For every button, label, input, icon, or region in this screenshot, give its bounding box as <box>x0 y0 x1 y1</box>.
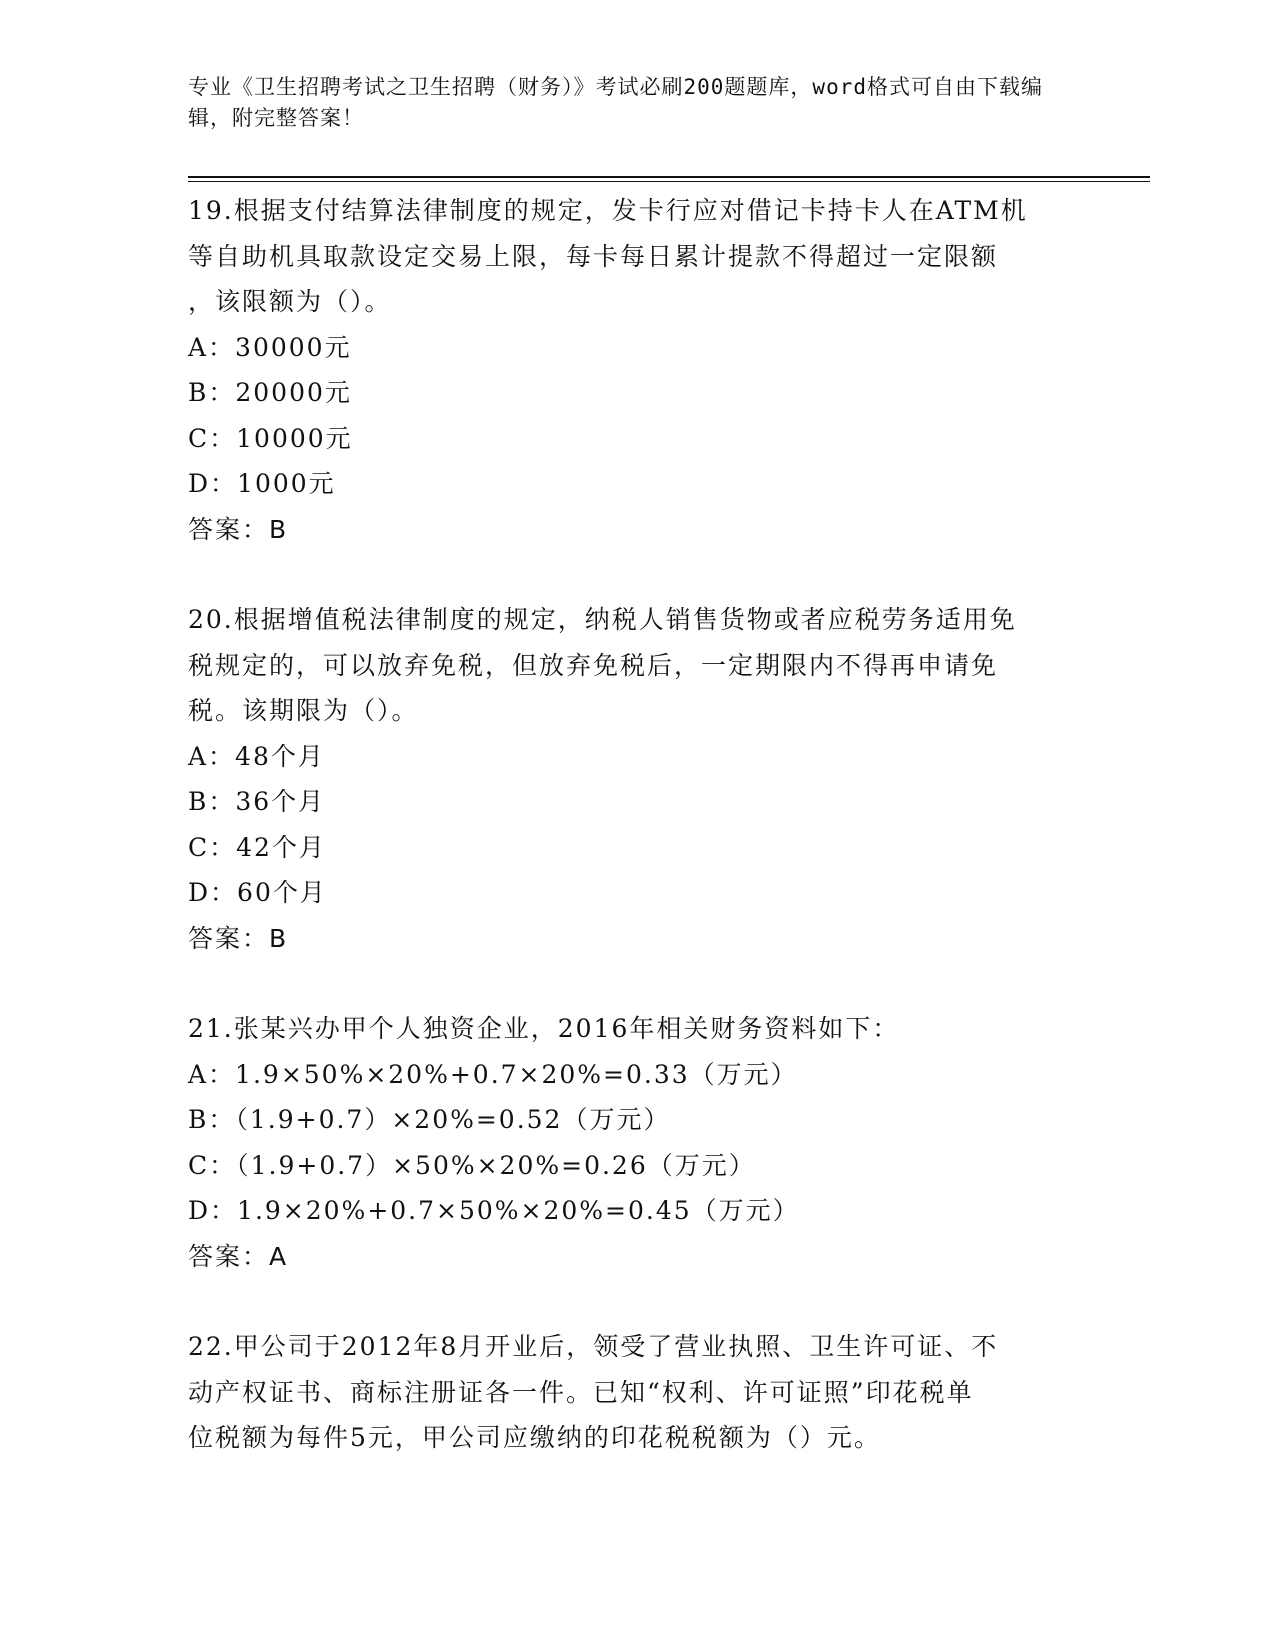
answer: 答案：A <box>188 1241 289 1271</box>
option-c: C：42个月 <box>188 832 326 862</box>
question-stem-line: 21.张某兴办甲个人独资企业，2016年相关财务资料如下： <box>188 1014 900 1043</box>
option-d: D：1000元 <box>188 469 336 498</box>
question-22 <box>188 1324 1088 1461</box>
option-c: C：10000元 <box>188 423 353 453</box>
option-b: B：36个月 <box>188 787 326 816</box>
answer: 答案：B <box>188 514 289 544</box>
question-20 <box>188 597 1088 961</box>
header-title: 专业《卫生招聘考试之卫生招聘（财务）》考试必刷200题题库，word格式可自由下载编辑，附完整答案！ <box>188 75 1043 130</box>
question-stem-line: 22.甲公司于2012年8月开业后，领受了营业执照、卫生许可证、不 <box>188 1332 999 1361</box>
option-a: A：48个月 <box>188 741 325 771</box>
option-c: C：（1.9+0.7）×50%×20%=0.26（万元） <box>188 1150 756 1180</box>
question-list <box>188 188 1088 1506</box>
option-b: B：（1.9+0.7）×20%=0.52（万元） <box>188 1105 671 1134</box>
question-stem-line: 税。该期限为（）。 <box>188 696 419 725</box>
option-d: D：60个月 <box>188 878 327 907</box>
header-rule-thin <box>188 181 1150 182</box>
question-stem-line: 位税额为每件5元，甲公司应缴纳的印花税税额为（）元。 <box>188 1423 881 1452</box>
question-stem-line: 19.根据支付结算法律制度的规定，发卡行应对借记卡持卡人在ATM机 <box>188 196 1028 225</box>
page-header <box>188 72 1068 134</box>
question-stem-line: 等自助机具取款设定交易上限，每卡每日累计提款不得超过一定限额 <box>188 241 999 271</box>
option-a: A：30000元 <box>188 332 352 362</box>
question-21 <box>188 1006 1088 1279</box>
question-stem-line: 税规定的，可以放弃免税，但放弃免税后，一定期限内不得再申请免 <box>188 650 999 680</box>
option-a: A：1.9×50%×20%+0.7×20%=0.33（万元） <box>188 1059 798 1089</box>
question-19 <box>188 188 1088 552</box>
header-rule-thick <box>188 176 1150 178</box>
option-d: D：1.9×20%+0.7×50%×20%=0.45（万元） <box>188 1196 800 1225</box>
question-stem-line: 动产权证书、商标注册证各一件。已知“权利、许可证照”印花税单 <box>188 1377 974 1407</box>
question-stem-line: 20.根据增值税法律制度的规定，纳税人销售货物或者应税劳务适用免 <box>188 605 1017 634</box>
option-b: B：20000元 <box>188 378 352 407</box>
answer: 答案：B <box>188 923 289 953</box>
question-stem-line: ，该限额为（）。 <box>188 287 392 316</box>
